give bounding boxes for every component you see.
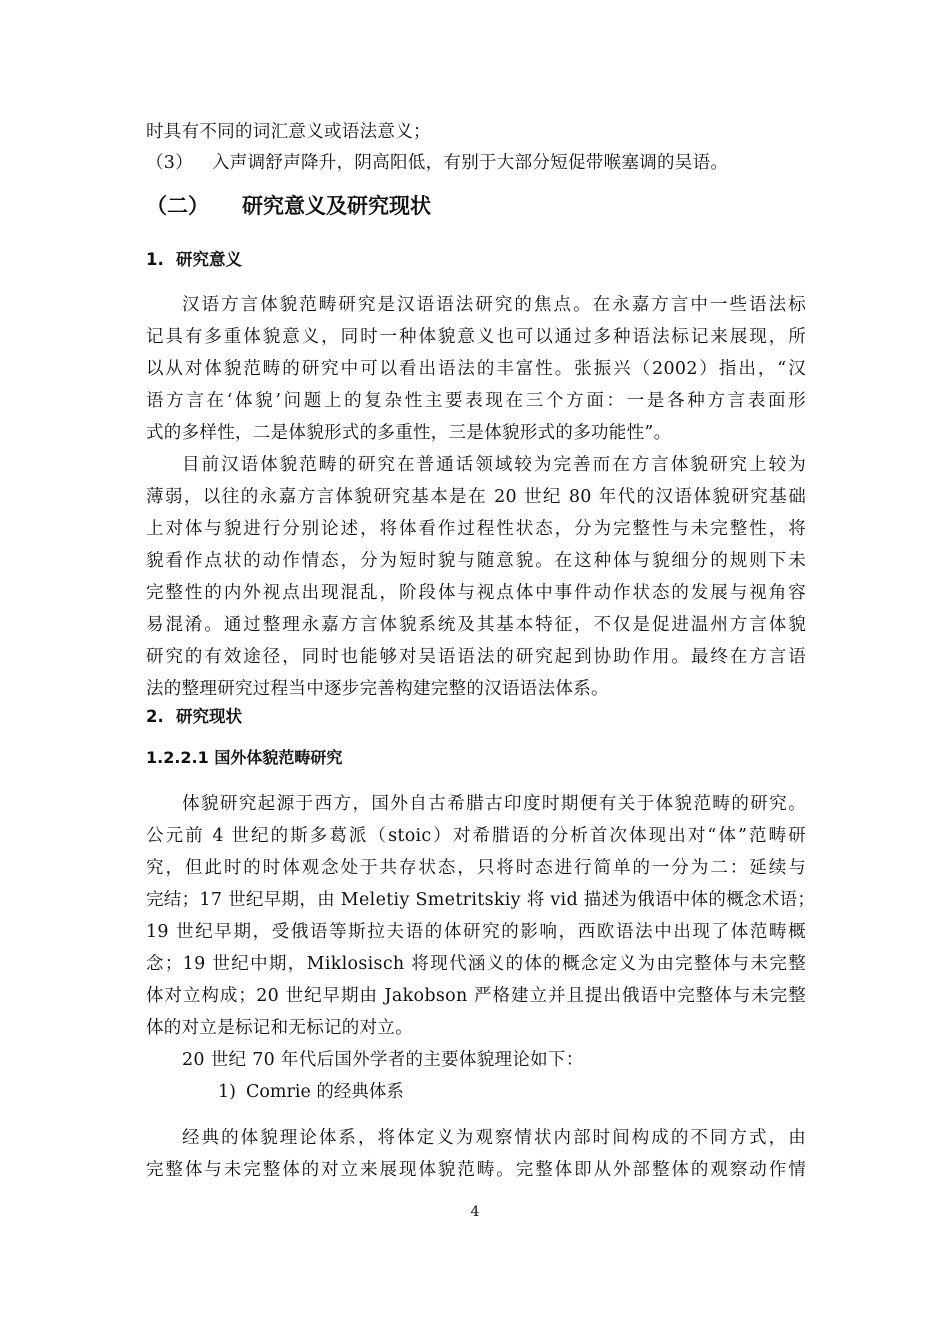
paragraph-line: 体的对立是标记和无标记的对立。: [146, 1018, 413, 1038]
paragraph-line: 汉语方言体貌范畴研究是汉语语法研究的焦点。在永嘉方言中一些语法标: [182, 295, 806, 315]
paragraph-line: 念；19 世纪中期，Miklosisch 将现代涵义的体的概念定义为由完整体与未完整: [146, 954, 806, 974]
subsection-heading: [146, 707, 242, 727]
paragraph-line: 语方言在‘体貌’问题上的复杂性主要表现在三个方面：一是各种方言表面形: [146, 391, 806, 411]
paragraph-line: 经典的体貌理论体系，将体定义为观察情状内部时间构成的不同方式，由: [182, 1128, 806, 1148]
section-title: 研究意义及研究现状: [242, 194, 431, 218]
paragraph-line: 公元前 4 世纪的斯多葛派（stoic）对希腊语的分析首次体现出对“体”范畴研: [146, 826, 807, 846]
paragraph-line: 上对体与貌进行分别论述，将体看作过程性状态，分为完整性与未完整性，将: [146, 519, 806, 539]
paragraph-line: 体貌研究起源于西方，国外自古希腊古印度时期便有关于体貌范畴的研究。: [182, 794, 806, 814]
list-number: 1): [218, 1082, 236, 1102]
paragraph-line: 目前汉语体貌范畴的研究在普通话领域较为完善而在方言体貌研究上较为: [182, 455, 806, 475]
subsection-title: 研究现状: [176, 707, 242, 726]
list-text: 入声调舒声降升，阴高阳低，有别于大部分短促带喉塞调的吴语。: [212, 153, 729, 173]
list-number: （3）: [146, 153, 194, 173]
section-heading: [146, 194, 431, 218]
paragraph-line: 薄弱，以往的永嘉方言体貌研究基本是在 20 世纪 80 年代的汉语体貌研究基础: [146, 487, 806, 507]
subsection-title: 研究意义: [176, 250, 242, 269]
paragraph-line: 20 世纪 70 年代后国外学者的主要体貌理论如下：: [182, 1050, 584, 1070]
list-item-3: [146, 153, 728, 173]
list-text: Comrie 的经典体系: [246, 1082, 404, 1102]
paragraph-line: 以从对体貌范畴的研究中可以看出语法的丰富性。张振兴（2002）指出，“汉: [146, 359, 806, 379]
paragraph-line: 19 世纪早期，受俄语等斯拉夫语的体研究的影响，西欧语法中出现了体范畴概: [146, 922, 806, 942]
paragraph-line: 法的整理研究过程当中逐步完善构建完整的汉语语法体系。: [146, 679, 609, 699]
subsection-number: 2.: [146, 707, 164, 726]
paragraph-line: 易混淆。通过整理永嘉方言体貌系统及其基本特征，不仅是促进温州方言体貌: [146, 615, 806, 635]
paragraph-line: 体对立构成；20 世纪早期由 Jakobson 严格建立并且提出俄语中完整体与未完整: [146, 986, 806, 1006]
paragraph-line: 完整体与未完整体的对立来展现体貌范畴。完整体即从外部整体的观察动作情: [146, 1160, 806, 1180]
list-item-1: [218, 1082, 404, 1102]
text-line: 时具有不同的词汇意义或语法意义；: [146, 122, 431, 142]
subsubsection-heading: 1.2.2.1 国外体貌范畴研究: [146, 748, 343, 767]
paragraph-line: 记具有多重体貌意义，同时一种体貌意义也可以通过多种语法标记来展现，所: [146, 327, 806, 347]
paragraph-line: 究，但此时的时体观念处于共存状态，只将时态进行简单的一分为二：延续与: [146, 858, 806, 878]
section-number: （二）: [146, 194, 209, 218]
paragraph-line: 貌看作点状的动作情态，分为短时貌与随意貌。在这种体与貌细分的规则下未: [146, 551, 806, 571]
subsection-number: 1.: [146, 250, 164, 269]
paragraph-line: 完结；17 世纪早期，由 Meletiy Smetritskiy 将 vid 描述为俄语中体的概念术语；: [146, 890, 816, 910]
paragraph-line: 完整性的内外视点出现混乱，阶段体与视点体中事件动作状态的发展与视角容: [146, 583, 806, 603]
page-number: 4: [470, 1204, 480, 1220]
subsection-heading: [146, 250, 242, 270]
paragraph-line: 式的多样性，二是体貌形式的多重性，三是体貌形式的多功能性”。: [146, 423, 672, 443]
paragraph-line: 研究的有效途径，同时也能够对吴语语法的研究起到协助作用。最终在方言语: [146, 647, 806, 667]
